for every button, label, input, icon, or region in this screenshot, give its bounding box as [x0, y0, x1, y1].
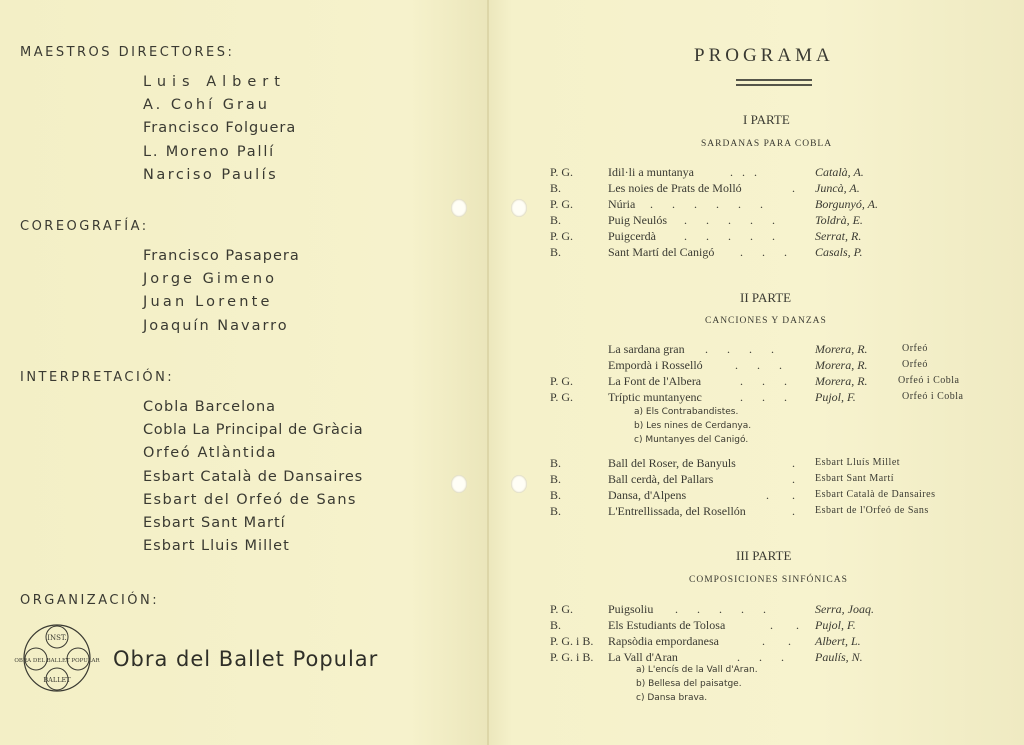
piece-title: Ball cerdà, del Pallars — [608, 472, 714, 486]
dot-leader: . . . — [740, 245, 795, 259]
section-title-interpretacion: INTERPRETACIÓN: — [20, 370, 175, 385]
performer-code: B. — [550, 618, 562, 632]
piece-title: Les noies de Prats de Molló — [608, 181, 742, 195]
dot-leader: . — [792, 504, 795, 518]
section-title-coreografia: COREOGRAFÍA: — [20, 219, 149, 234]
part-subtitle: CANCIONES Y DANZAS — [705, 316, 827, 326]
composer: Pujol, F. — [815, 618, 856, 632]
dot-leader: . — [792, 181, 795, 195]
dot-leader: . . — [766, 488, 805, 502]
dot-leader: . . . . . — [684, 213, 783, 227]
title-rule — [736, 84, 812, 86]
director-name: A. Cohí Grau — [143, 97, 270, 113]
ensemble: Orfeó — [902, 359, 928, 370]
dot-leader: . . — [762, 634, 801, 648]
ensemble: Orfeó i Cobla — [898, 375, 960, 386]
svg-text:BALLET: BALLET — [43, 676, 71, 684]
ballet-logo-seal — [14, 623, 100, 693]
performer-name: Esbart Lluis Millet — [143, 538, 290, 554]
choreographer-name: Francisco Pasapera — [143, 248, 300, 264]
ensemble: Orfeó i Cobla — [902, 391, 964, 402]
part-title: II PARTE — [740, 290, 792, 305]
piece-title: Tríptic muntanyenc — [608, 390, 702, 404]
organization-name: Obra del Ballet Popular — [113, 647, 379, 671]
composer: Morera, R. — [815, 374, 868, 388]
composer: Toldrà, E. — [815, 213, 863, 227]
piece-title: L'Entrellissada, del Rosellón — [608, 504, 746, 518]
piece-title: Dansa, d'Alpens — [608, 488, 687, 502]
piece-title: Núria — [608, 197, 636, 211]
piece-title: Puigcerdà — [608, 229, 656, 243]
dot-leader: . . . — [735, 358, 790, 372]
director-name: Francisco Folguera — [143, 120, 297, 136]
piece-title: Idil·li a muntanya — [608, 165, 694, 179]
section-title-organizacion: ORGANIZACIÓN: — [20, 593, 160, 608]
movement-note: a) Els Contrabandistes. — [634, 407, 739, 417]
performer-name: Esbart Sant Martí — [143, 515, 286, 531]
performer-code: B. — [550, 245, 562, 259]
punch-hole — [451, 199, 467, 217]
composer: Albert, L. — [815, 634, 861, 648]
dot-leader: . . . — [730, 165, 760, 179]
piece-title: Ball del Roser, de Banyuls — [608, 456, 736, 470]
composer: Morera, R. — [815, 342, 868, 356]
composer: Català, A. — [815, 165, 864, 179]
title-rule — [736, 79, 812, 81]
dot-leader: . . . — [740, 374, 795, 388]
punch-hole — [511, 199, 527, 217]
piece-title: Sant Martí del Canigó — [608, 245, 715, 259]
punch-hole — [511, 475, 527, 493]
performer-code: P. G. — [550, 602, 574, 616]
section-title-directores: MAESTROS DIRECTORES: — [20, 45, 235, 60]
performer-code: B. — [550, 456, 562, 470]
performer-code: B. — [550, 181, 562, 195]
dance-company: Esbart de l'Orfeó de Sans — [815, 505, 929, 516]
punch-hole — [451, 475, 467, 493]
movement-note: b) Les nines de Cerdanya. — [634, 421, 752, 431]
director-name: L. Moreno Pallí — [143, 144, 275, 160]
part-title: I PARTE — [743, 112, 790, 127]
dot-leader: . . . . . — [675, 602, 774, 616]
part-subtitle: COMPOSICIONES SINFÓNICAS — [689, 575, 848, 585]
dot-leader: . . — [770, 618, 809, 632]
performer-code: B. — [550, 213, 562, 227]
part-title: III PARTE — [736, 548, 792, 563]
dot-leader: . . . . — [705, 342, 782, 356]
movement-note: c) Muntanyes del Canigó. — [634, 435, 749, 445]
piece-title: La Vall d'Aran — [608, 650, 678, 664]
performer-code: B. — [550, 504, 562, 518]
choreographer-name: Jorge Gimeno — [143, 271, 277, 287]
movement-note: b) Bellesa del paisatge. — [636, 679, 742, 689]
performer-code: P. G. — [550, 229, 574, 243]
page-title: PROGRAMA — [694, 45, 834, 66]
composer: Serra, Joaq. — [815, 602, 874, 616]
performer-code: P. G. — [550, 165, 574, 179]
choreographer-name: Joaquín Navarro — [143, 318, 289, 334]
piece-title: Puigsoliu — [608, 602, 654, 616]
dot-leader: . — [792, 472, 795, 486]
dot-leader: . . . — [737, 650, 792, 664]
dance-company: Esbart Català de Dansaires — [815, 489, 936, 500]
svg-text:INST.: INST. — [47, 634, 67, 642]
part-subtitle: SARDANAS PARA COBLA — [701, 139, 833, 149]
performer-name: Orfeó Atlàntida — [143, 445, 278, 461]
center-fold — [487, 0, 489, 745]
composer: Borgunyó, A. — [815, 197, 878, 211]
choreographer-name: Juan Lorente — [143, 294, 273, 310]
performer-name: Cobla Barcelona — [143, 399, 277, 415]
performer-name: Esbart Català de Dansaires — [143, 469, 364, 485]
svg-text:OBRA DEL BALLET POPULAR: OBRA DEL BALLET POPULAR — [14, 658, 100, 664]
movement-note: c) Dansa brava. — [636, 693, 708, 703]
piece-title: Empordà i Rosselló — [608, 358, 703, 372]
dot-leader: . . . . . . — [650, 197, 771, 211]
dance-company: Esbart Sant Martí — [815, 473, 895, 484]
ensemble: Orfeó — [902, 343, 928, 354]
director-name: Narciso Paulís — [143, 167, 279, 183]
performer-code: B. — [550, 472, 562, 486]
dot-leader: . — [792, 456, 795, 470]
performer-code: P. G. i B. — [550, 650, 594, 664]
performer-name: Esbart del Orfeó de Sans — [143, 492, 357, 508]
performer-name: Cobla La Principal de Gràcia — [143, 422, 364, 438]
dot-leader: . . . . . — [684, 229, 783, 243]
director-name: Luis Albert — [143, 74, 286, 90]
composer: Serrat, R. — [815, 229, 862, 243]
composer: Paulís, N. — [815, 650, 863, 664]
piece-title: La sardana gran — [608, 342, 685, 356]
performer-code: P. G. — [550, 197, 574, 211]
piece-title: Rapsòdia empordanesa — [608, 634, 719, 648]
movement-note: a) L'encís de la Vall d'Aran. — [636, 665, 758, 675]
composer: Pujol, F. — [815, 390, 856, 404]
piece-title: Els Estudiants de Tolosa — [608, 618, 726, 632]
composer: Casals, P. — [815, 245, 863, 259]
piece-title: Puig Neulós — [608, 213, 668, 227]
composer: Juncà, A. — [815, 181, 860, 195]
performer-code: P. G. — [550, 374, 574, 388]
performer-code: B. — [550, 488, 562, 502]
performer-code: P. G. i B. — [550, 634, 594, 648]
dance-company: Esbart Lluís Millet — [815, 457, 901, 468]
performer-code: P. G. — [550, 390, 574, 404]
piece-title: La Font de l'Albera — [608, 374, 702, 388]
composer: Morera, R. — [815, 358, 868, 372]
dot-leader: . . . — [740, 390, 795, 404]
